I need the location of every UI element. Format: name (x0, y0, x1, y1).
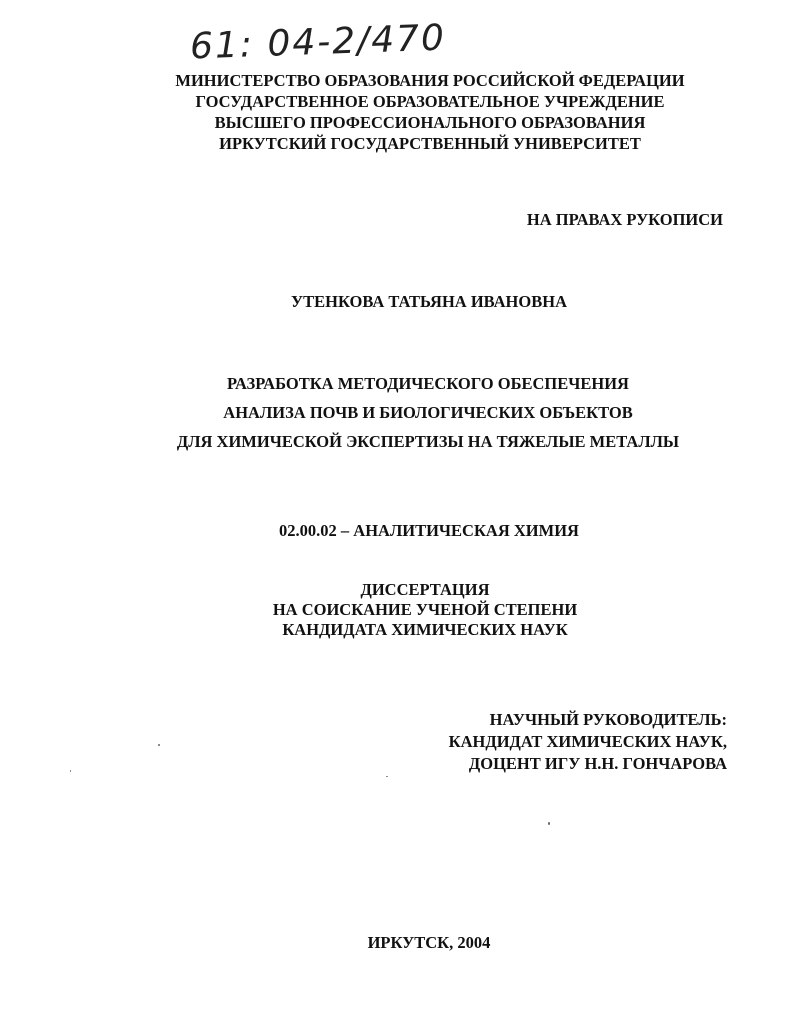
header-line: ГОСУДАРСТВЕННОЕ ОБРАЗОВАТЕЛЬНОЕ УЧРЕЖДЕНИЕ (195, 92, 665, 111)
scan-speck (548, 822, 550, 825)
degree-line: ДИССЕРТАЦИЯ (360, 580, 490, 599)
dissertation-title (0, 369, 799, 456)
specialty-code: 02.00.02 – АНАЛИТИЧЕСКАЯ ХИМИЯ (279, 521, 579, 540)
city-year: ИРКУТСК, 2004 (367, 933, 491, 952)
advisor-line: НАУЧНЫЙ РУКОВОДИТЕЛЬ: (489, 710, 727, 729)
manuscript-rights-note: НА ПРАВАХ РУКОПИСИ (526, 210, 723, 229)
degree-statement (0, 580, 799, 640)
degree-line: КАНДИДАТА ХИМИЧЕСКИХ НАУК (282, 620, 568, 639)
advisor-line: ДОЦЕНТ ИГУ Н.Н. ГОНЧАРОВА (468, 754, 727, 773)
title-line: ДЛЯ ХИМИЧЕСКОЙ ЭКСПЕРТИЗЫ НА ТЯЖЕЛЫЕ МЕТАЛЛЫ (176, 432, 680, 451)
title-line: АНАЛИЗА ПОЧВ И БИОЛОГИЧЕСКИХ ОБЪЕКТОВ (223, 403, 633, 422)
archive-mark-handwritten: 61: 04-2/470 (189, 17, 447, 68)
header-line: ИРКУТСКИЙ ГОСУДАРСТВЕННЫЙ УНИВЕРСИТЕТ (219, 134, 641, 153)
title-line: РАЗРАБОТКА МЕТОДИЧЕСКОГО ОБЕСПЕЧЕНИЯ (227, 374, 629, 393)
advisor-line: КАНДИДАТ ХИМИЧЕСКИХ НАУК, (448, 732, 727, 751)
institution-header (60, 70, 799, 154)
header-line: ВЫСШЕГО ПРОФЕССИОНАЛЬНОГО ОБРАЗОВАНИЯ (214, 113, 646, 132)
scan-speck (386, 776, 388, 777)
scan-speck (158, 744, 160, 746)
scan-speck (70, 770, 71, 772)
header-line: МИНИСТЕРСТВО ОБРАЗОВАНИЯ РОССИЙСКОЙ ФЕДЕРАЦИИ (175, 71, 685, 90)
degree-line: НА СОИСКАНИЕ УЧЕНОЙ СТЕПЕНИ (272, 600, 578, 619)
scientific-advisor (449, 709, 727, 775)
author-name: УТЕНКОВА ТАТЬЯНА ИВАНОВНА (291, 292, 567, 311)
